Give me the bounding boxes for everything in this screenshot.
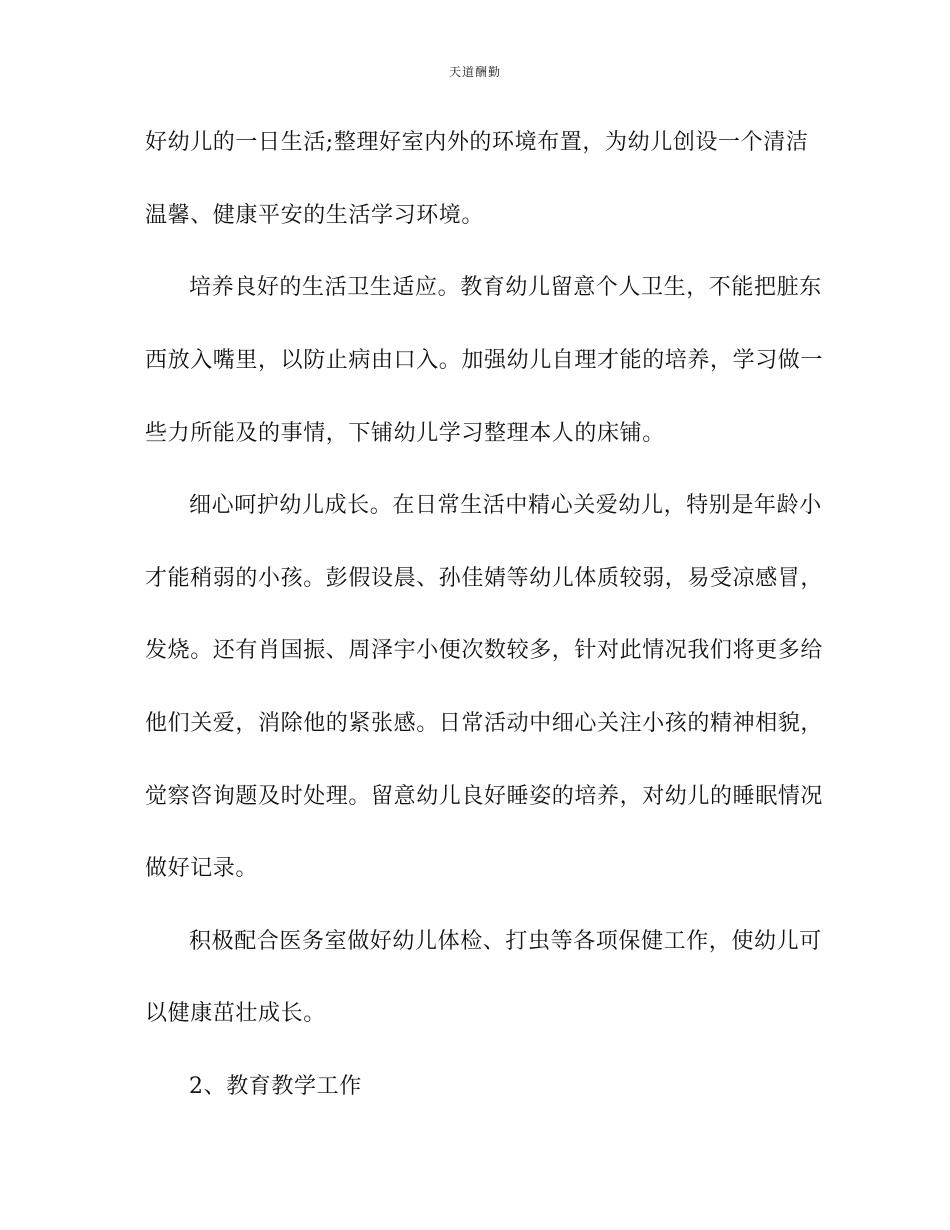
text-line: 他们关爱，消除他的紧张感。日常活动中细心关注小孩的精神相貌， [145,711,824,736]
text-line: 温馨、健康平安的生活学习环境。 [145,203,485,228]
text-line: 以健康茁壮成长。 [145,1001,326,1026]
text-line: 好幼儿的一日生活;整理好室内外的环境布置，为幼儿创设一个清洁 [145,130,809,155]
paragraph-start-line: 积极配合医务室做好幼儿体检、打虫等各项保健工作，使幼儿可 [189,929,822,954]
text-line: 做好记录。 [145,856,259,881]
section-heading: 2、教育教学工作 [189,1074,362,1099]
text-line: 些力所能及的事情，下铺幼儿学习整理本人的床铺。 [145,421,665,446]
paragraph-start-line: 细心呵护幼儿成长。在日常生活中精心关爱幼儿，特别是年龄小 [189,493,822,518]
text-line: 才能稍弱的小孩。彭假设晨、孙佳婧等幼儿体质较弱，易受凉感冒， [145,566,824,591]
text-line: 发烧。还有肖国振、周泽宇小便次数较多，针对此情况我们将更多给 [145,638,824,663]
page-header: 天道酬勤 [448,65,501,79]
text-line: 西放入嘴里，以防止病由口入。加强幼儿自理才能的培养，学习做一 [145,348,824,373]
paragraph-start-line: 培养良好的生活卫生适应。教育幼儿留意个人卫生，不能把脏东 [189,275,822,300]
text-line: 觉察咨询题及时处理。留意幼儿良好睡姿的培养，对幼儿的睡眠情况 [145,784,824,809]
